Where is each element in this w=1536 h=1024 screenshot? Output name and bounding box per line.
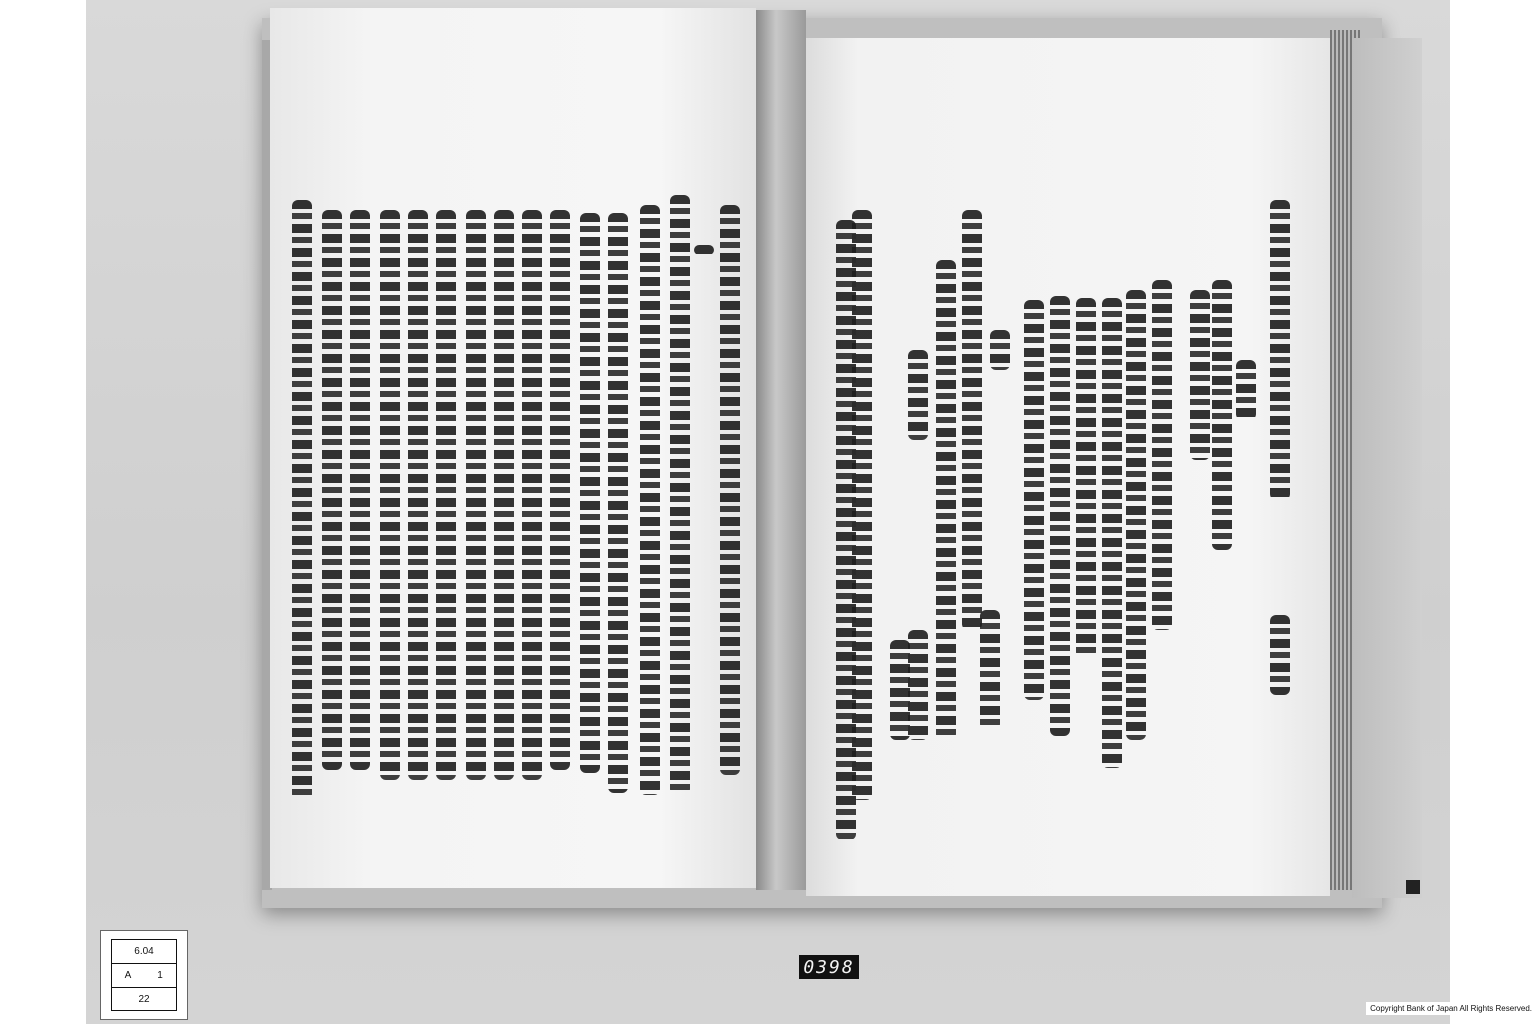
archive-volume: 1: [157, 970, 163, 981]
handwritten-column: [670, 195, 690, 795]
handwritten-column: [980, 610, 1000, 730]
handwritten-column: [890, 640, 910, 740]
handwritten-column: [580, 213, 600, 773]
copyright-notice: Copyright Bank of Japan All Rights Reserved.: [1366, 1002, 1536, 1015]
archive-series-row: [112, 964, 176, 988]
handwritten-column: [1024, 300, 1044, 700]
handwritten-column: [836, 220, 856, 840]
frame-number: 0398: [799, 955, 859, 979]
corner-mark: [1406, 880, 1420, 894]
archive-series: A: [124, 970, 132, 981]
handwritten-column: [1270, 615, 1290, 695]
handwritten-column: [908, 630, 928, 740]
back-cover: [1352, 38, 1422, 898]
handwritten-column: [550, 210, 570, 770]
handwritten-column: [494, 210, 514, 780]
right-page-text: [840, 200, 1300, 850]
handwritten-column: [350, 210, 370, 770]
handwritten-column: [908, 350, 928, 440]
archive-label-grid: [111, 939, 177, 1011]
handwritten-column: [1190, 290, 1210, 460]
handwritten-column: [1236, 360, 1256, 420]
handwritten-column: [292, 200, 312, 800]
handwritten-column: [522, 210, 542, 780]
handwritten-column: [1152, 280, 1172, 630]
handwritten-column: [694, 245, 714, 255]
handwritten-column: [1212, 280, 1232, 550]
archive-label: [100, 930, 188, 1020]
handwritten-column: [1270, 200, 1290, 500]
handwritten-column: [436, 210, 456, 780]
handwritten-column: [1102, 298, 1122, 768]
handwritten-column: [962, 210, 982, 630]
handwritten-column: [936, 260, 956, 740]
handwritten-column: [322, 210, 342, 770]
handwritten-column: [608, 213, 628, 793]
handwritten-column: [466, 210, 486, 780]
handwritten-column: [1076, 298, 1096, 658]
handwritten-column: [640, 205, 660, 795]
handwritten-column: [1050, 296, 1070, 736]
handwritten-column: [380, 210, 400, 780]
handwritten-column: [408, 210, 428, 780]
left-page-text: [290, 195, 750, 805]
handwritten-column: [990, 330, 1010, 370]
handwritten-column: [1126, 290, 1146, 740]
archive-code: 6.04: [112, 940, 176, 964]
archive-item: 22: [138, 994, 150, 1005]
book-gutter: [756, 10, 806, 890]
handwritten-column: [720, 205, 740, 775]
